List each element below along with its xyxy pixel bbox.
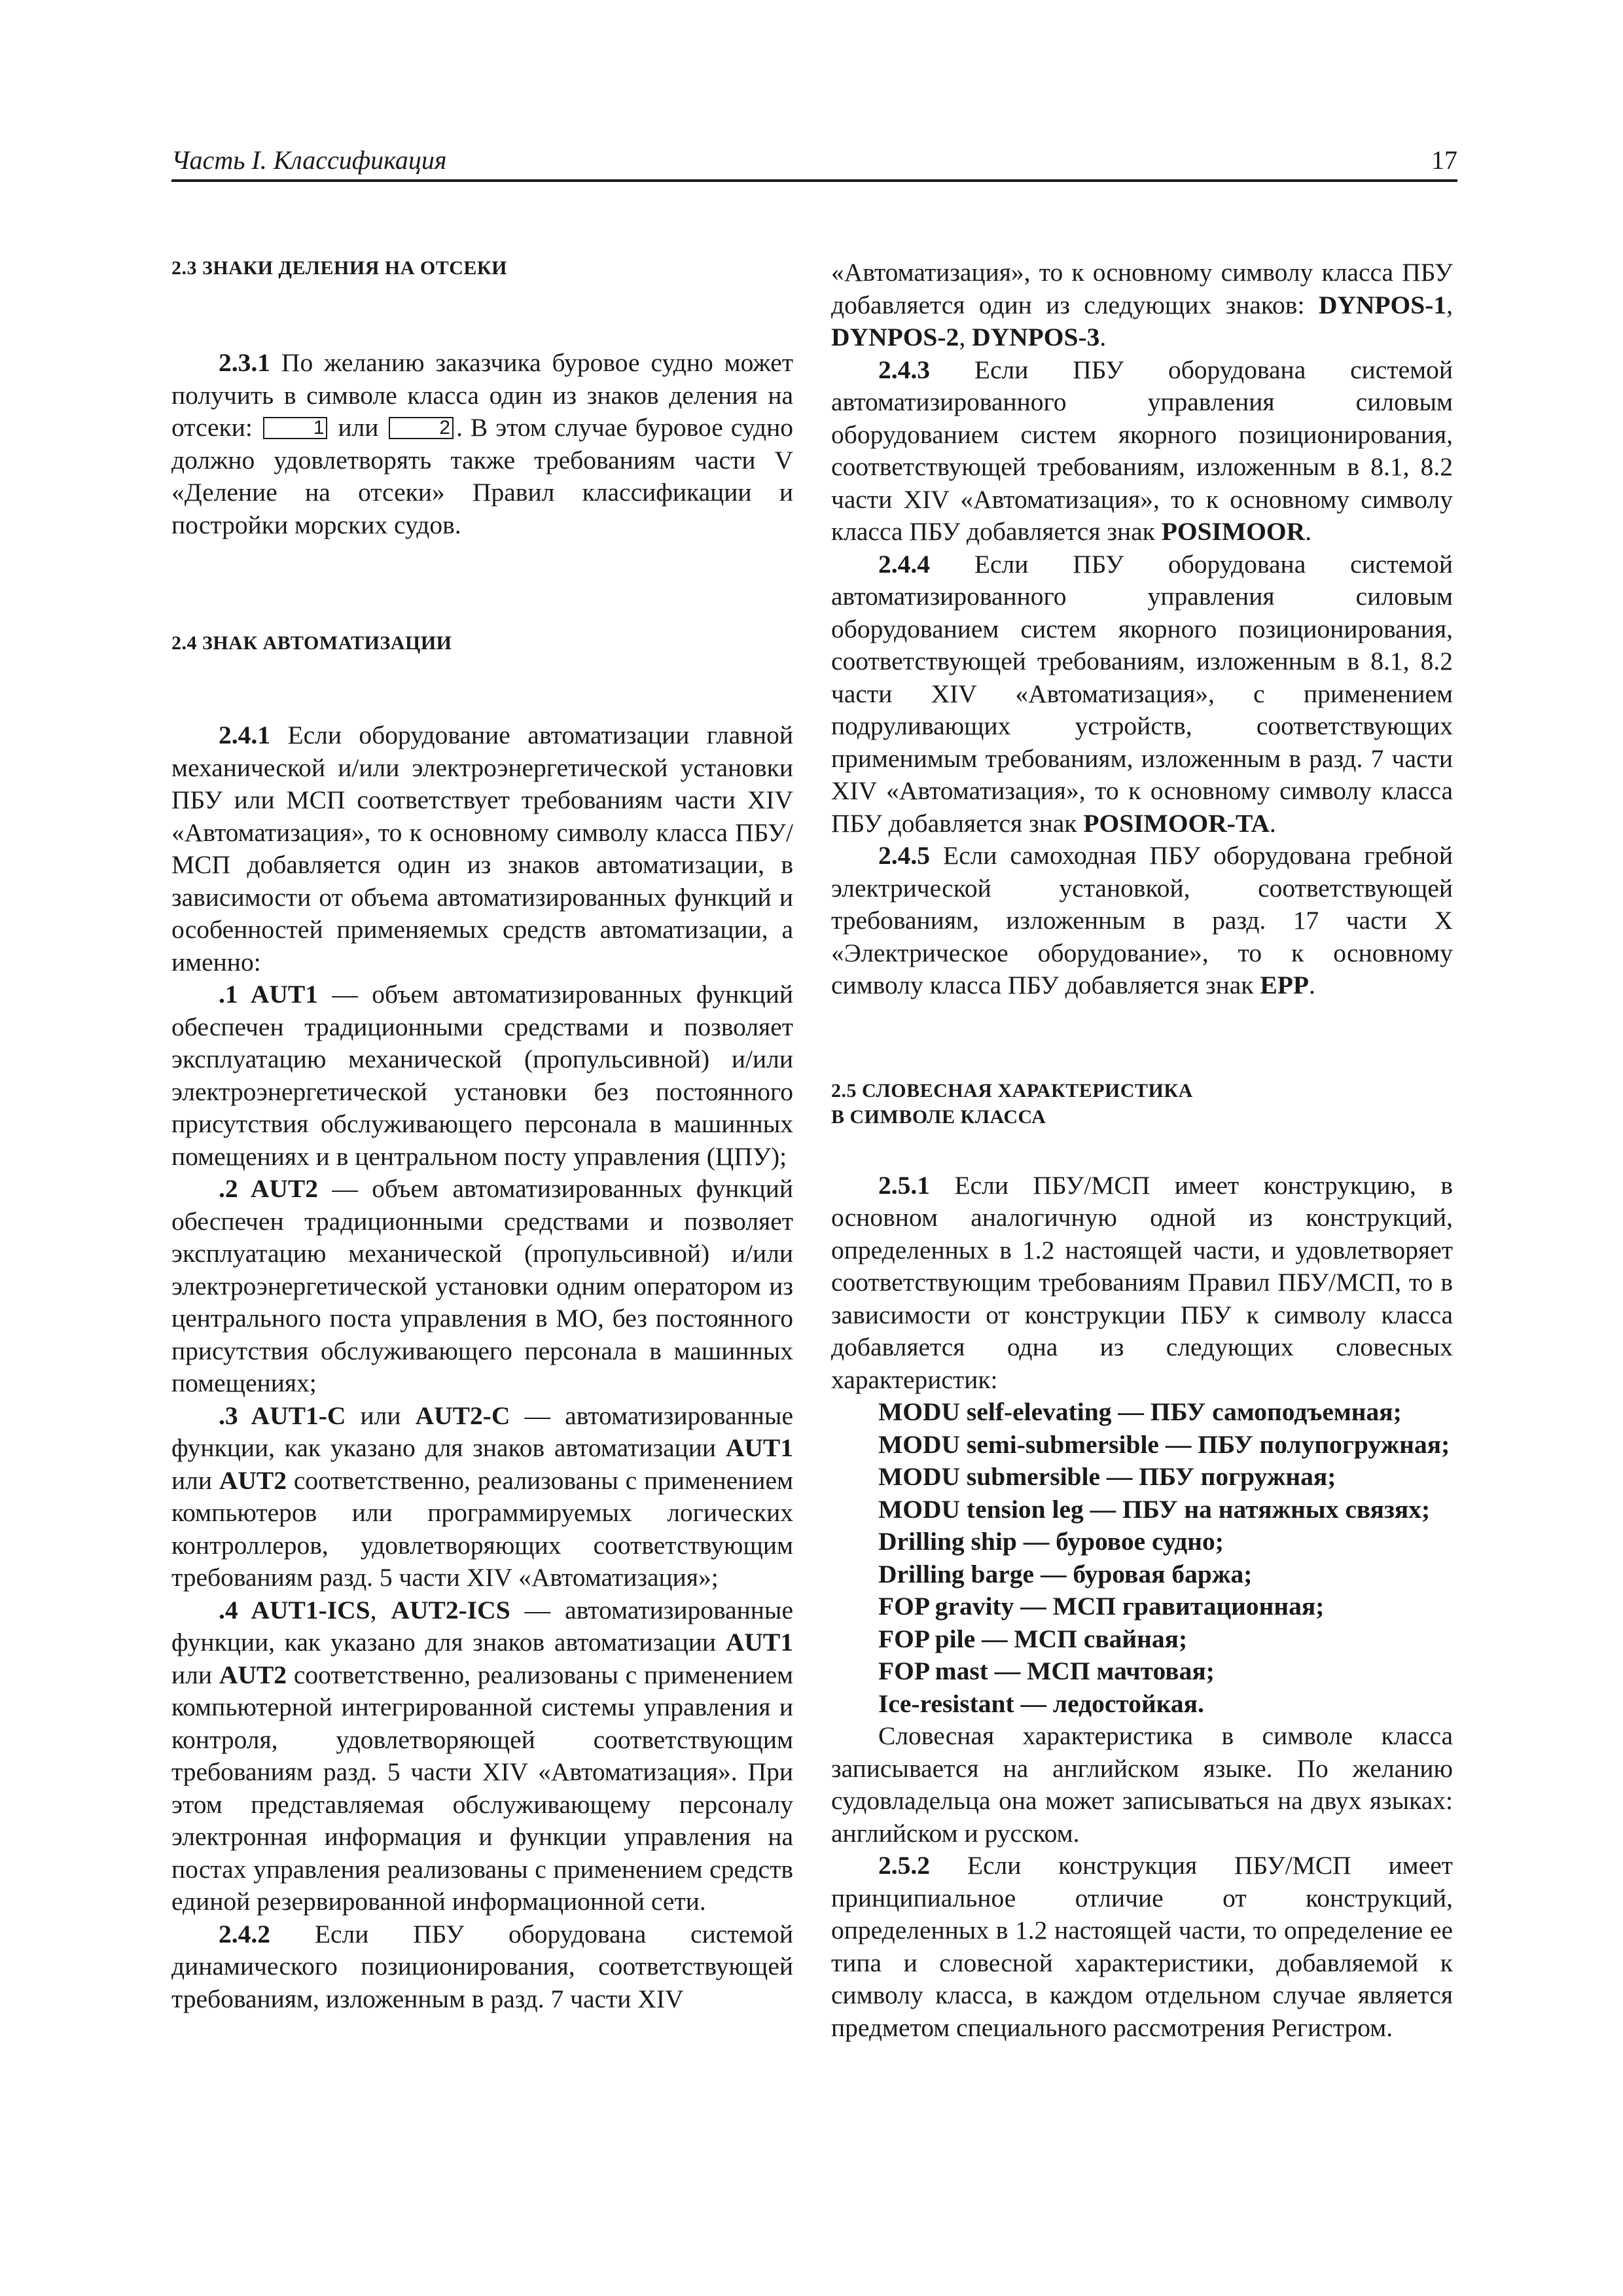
item-number: .1 AUT1 xyxy=(219,980,318,1009)
para-text: . xyxy=(1099,323,1107,351)
item-number: .4 AUT1-ICS xyxy=(219,1595,370,1624)
para-number: 2.4.5 xyxy=(878,841,930,870)
list-item: FOP mast — МСП мачтовая; xyxy=(878,1657,1215,1685)
para-2-4-3 xyxy=(831,354,1453,548)
para-text: . xyxy=(1308,971,1315,999)
item-text: соответственно, реализованы с применением компьютеров или программируемых логических контроллеров, удовлетворяющих соответствующим требованиям разд. 5 части XIV «Автоматизация»; xyxy=(171,1465,793,1592)
para-number: 2.4.4 xyxy=(878,549,930,579)
list-item: FOP gravity — МСП гравитационная; xyxy=(878,1592,1325,1621)
para-number: 2.5.1 xyxy=(878,1170,930,1200)
para-text: По желанию заказчика буровое судно может получить в символе класса один из знаков деления на отсеки: xyxy=(171,348,793,442)
list-item: Drilling barge — буровая баржа; xyxy=(878,1559,1253,1588)
header-title: Часть I. Классификация xyxy=(171,145,447,175)
list-item: Ice-resistant — ледостойкая. xyxy=(878,1689,1204,1718)
item-text: — объем автоматизированных функций обеспечен традиционными средствами и позволяет эксплуатацию механической (пропульсивной) и/или электроэнергетической установки без постоянного присутствия обслуживающего персонала в машинных помещениях и в центральном посту управления (ЦПУ); xyxy=(171,980,794,1171)
para-text: Если ПБУ оборудована системой автоматизированного управления силовым оборудованием систем якорного позиционирования, соответствующей требованиям, изложенным в 8.1, 8.2 части XIV «Автоматизация», с применением подруливающих устройств, соответствующих применимым требованиям, изложенным в разд. 7 части XIV «Автоматизация», то к основному символу класса ПБУ добавляется знак xyxy=(831,549,1453,838)
right-column xyxy=(831,257,1453,2044)
para-number: 2.4.2 xyxy=(219,1919,270,1948)
section-2-5-title-line2: В СИМВОЛЕ КЛАССА xyxy=(831,1105,1046,1128)
section-2-4-title: 2.4 ЗНАК АВТОМАТИЗАЦИИ xyxy=(171,632,452,654)
para-number: 2.4.3 xyxy=(878,355,930,384)
mark-text: AUT2-ICS xyxy=(391,1595,510,1624)
mark-dynpos-2: DYNPOS-2 xyxy=(831,323,959,351)
para-text: или xyxy=(330,413,387,442)
running-header xyxy=(171,143,1457,182)
para-text: «Автоматизация», то к основному символу класса ПБУ добавляется один из следующих знаков: xyxy=(831,258,1453,319)
mark-dynpos-1: DYNPOS-1 xyxy=(1318,290,1447,319)
list-item: Drilling ship — буровое судно; xyxy=(878,1527,1224,1556)
para-number: 2.4.1 xyxy=(219,721,270,749)
para-text: Если оборудование автоматизации главной механической и/или электроэнергетической установки ПБУ или МСП соответствует требованиям части XIV «Автоматизация», то к основному символу класса ПБУ/МСП добавляется один из знаков автоматизации, в зависимости от объема автоматизированных функций и особенностей применяемых средств автоматизации, а именно: xyxy=(171,721,793,977)
mark-posimoor: POSIMOOR xyxy=(1161,517,1306,546)
list-item-aut2 xyxy=(171,1173,793,1400)
mark-dynpos-3: DYNPOS-3 xyxy=(972,323,1100,351)
para-text: Если ПБУ оборудована системой автоматизированного управления силовым оборудованием систем якорного позиционирования, соответствующей требованиям, изложенным в 8.1, 8.2 части XIV «Автоматизация», то к основному символу класса ПБУ добавляется знак xyxy=(831,355,1453,546)
page-number: 17 xyxy=(1431,145,1457,175)
para-text: . xyxy=(1269,808,1276,838)
para-language-note: Словесная характеристика в символе класса записывается на английском языке. По желанию судовладельца она может записываться на двух языках: английском и русском. xyxy=(831,1721,1453,1848)
para-2-4-5 xyxy=(831,840,1453,1002)
para-text: , xyxy=(959,323,972,351)
item-text: — автоматизированные функции, как указано для знаков автоматизации xyxy=(171,1401,793,1462)
list-item: FOP pile — МСП свайная; xyxy=(878,1624,1188,1653)
left-column xyxy=(171,255,793,2015)
item-text: или xyxy=(171,1465,219,1495)
para-2-3-1 xyxy=(171,347,793,541)
list-item: MODU tension leg — ПБУ на натяжных связях; xyxy=(878,1494,1431,1524)
para-2-4-2 xyxy=(171,1918,793,2016)
section-2-3-title: 2.3 ЗНАКИ ДЕЛЕНИЯ НА ОТСЕКИ xyxy=(171,257,507,279)
list-item: MODU semi-submersible — ПБУ полупогружная; xyxy=(878,1429,1450,1459)
para-text: . xyxy=(1305,517,1312,546)
item-number: .2 AUT2 xyxy=(219,1174,318,1203)
item-text: , xyxy=(370,1595,391,1624)
para-text: . В этом случае буровое судно должно удовлетворять также требованиям части V «Деление на отсеки» Правил классификации и постройки морских судов. xyxy=(171,413,793,539)
mark-posimoor-ta: POSIMOOR-TA xyxy=(1083,808,1270,838)
compartment-mark-1: 1 xyxy=(263,417,328,439)
item-text: — объем автоматизированных функций обеспечен традиционными средствами и позволяет эксплуатацию механической (пропульсивной) и/или электроэнергетической установки одним оператором из центрального поста управления в МО, без постоянного присутствия обслуживающего персонала в машинных помещениях; xyxy=(171,1174,794,1397)
para-number: 2.5.2 xyxy=(878,1851,930,1880)
para-2-4-2-continued xyxy=(831,257,1453,354)
item-text: или xyxy=(171,1660,219,1689)
item-text: или xyxy=(346,1401,416,1430)
list-item-aut1 xyxy=(171,978,793,1173)
mark-text: AUT2 xyxy=(219,1660,287,1689)
mark-text: AUT1 xyxy=(725,1628,793,1657)
item-text: соответственно, реализованы с применением компьютерной интегрированной системы управления и контроля, удовлетворяющей соответствующим требованиям разд. 5 части XIV «Автоматизация». При этом представляемая обслуживающему персоналу электронная информация и функции управления на постах управления реализованы с применением средств единой резервированной информационной сети. xyxy=(171,1660,793,1916)
item-number: .3 AUT1-C xyxy=(219,1401,346,1430)
compartment-mark-2: 2 xyxy=(389,417,454,439)
mark-text: AUT2 xyxy=(219,1465,287,1495)
mark-text: AUT2-C xyxy=(415,1401,510,1430)
mark-epp: EPP xyxy=(1260,971,1309,999)
mark-text: AUT1 xyxy=(725,1433,793,1462)
para-number: 2.3.1 xyxy=(219,348,270,377)
para-2-4-4 xyxy=(831,548,1453,840)
list-item: MODU submersible — ПБУ погружная; xyxy=(878,1462,1336,1491)
list-item-aut-c xyxy=(171,1400,793,1594)
list-item-aut-ics xyxy=(171,1594,793,1918)
list-item: MODU self-elevating — ПБУ самоподъемная; xyxy=(878,1397,1402,1426)
para-2-4-1 xyxy=(171,719,793,978)
section-2-5-title-line1: 2.5 СЛОВЕСНАЯ ХАРАКТЕРИСТИКА xyxy=(831,1079,1193,1102)
para-text: , xyxy=(1446,290,1453,319)
para-text: Если конструкция ПБУ/МСП имеет принципиальное отличие от конструкций, определенных в 1.2 настоящей части, то определение ее типа и словесной характеристики, добавляемой к символу класса, в каждом отдельном случае является предметом специального рассмотрения Регистром. xyxy=(831,1851,1453,2042)
descriptive-notations-list xyxy=(831,1396,1453,1720)
para-text: Если ПБУ/МСП имеет конструкцию, в основном аналогичную одной из конструкций, определенных в 1.2 настоящей части, и удовлетворяет соответствующим требованиям Правил ПБУ/МСП, то в зависимости от конструкции ПБУ к символу класса добавляется одна из следующих словесных характеристик: xyxy=(831,1170,1453,1394)
para-2-5-1 xyxy=(831,1170,1453,1397)
para-text: Если самоходная ПБУ оборудована гребной электрической установкой, соответствующей требованиям, изложенным в разд. 17 части X «Электрическое оборудование», то к основному символу класса ПБУ добавляется знак xyxy=(831,841,1453,999)
para-2-5-2 xyxy=(831,1850,1453,2044)
item-text: — автоматизированные функции, как указано для знаков автоматизации xyxy=(171,1595,793,1657)
para-text: Если ПБУ оборудована системой динамического позиционирования, соответствующей требованиям, изложенным в разд. 7 части XIV xyxy=(171,1919,793,2013)
